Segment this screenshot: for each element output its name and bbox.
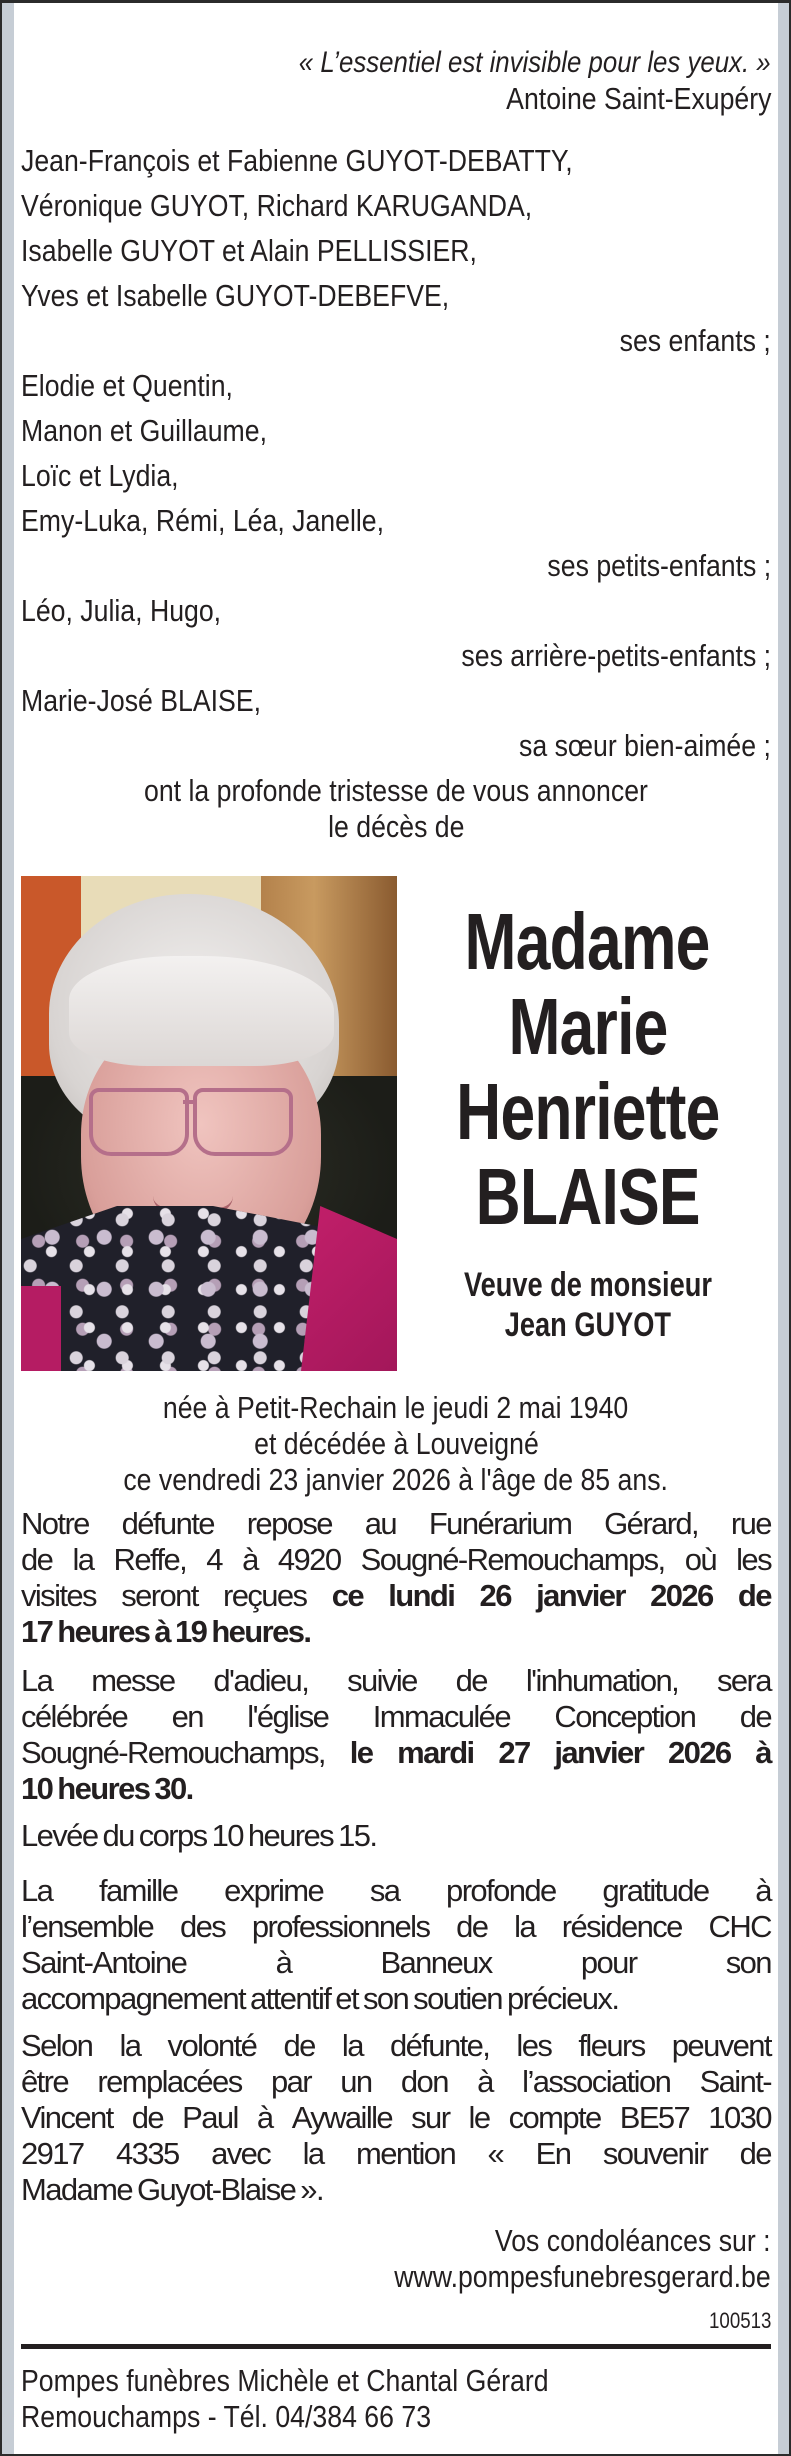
visitation-paragraph: [21, 1506, 771, 1650]
family-line: Jean-François et Fabienne GUYOT-DEBATTY,: [21, 143, 573, 178]
para-line: 2917 4335 avec la mention « En souvenir de: [21, 2136, 771, 2171]
family-line: Elodie et Quentin,: [21, 368, 233, 403]
page-frame: [2, 3, 789, 2454]
epigraph-author: Antoine Saint-Exupéry: [505, 81, 771, 116]
condolences-label: Vos condoléances sur :: [495, 2223, 771, 2258]
name-line: Marie: [507, 982, 668, 1071]
para-line: Notre défunte repose au Funérarium Gérard, rue: [21, 1506, 771, 1541]
obituary-notice: [14, 3, 778, 2454]
levee-paragraph: Levée du corps 10 heures 15.: [21, 1818, 377, 1853]
family-line: Emy-Luka, Rémi, Léa, Janelle,: [21, 503, 385, 538]
family-line: Marie-José BLAISE,: [21, 683, 262, 718]
relation-label-great-grandchildren: ses arrière-petits-enfants ;: [461, 638, 771, 673]
deceased-name: [397, 899, 778, 1239]
family-line: Véronique GUYOT, Richard KARUGANDA,: [21, 188, 533, 223]
relation-label-grandchildren: ses petits-enfants ;: [547, 548, 771, 583]
birth-line: née à Petit-Rechain le jeudi 2 mai 1940: [163, 1390, 629, 1425]
para-line: de la Reffe, 4 à 4920 Sougné-Remouchamps, où les: [21, 1542, 771, 1577]
para-line: être remplacées par un don à l’association Saint-: [21, 2064, 771, 2099]
family-line: Manon et Guillaume,: [21, 413, 268, 448]
footer-divider: [21, 2344, 771, 2349]
para-line: Madame Guyot-Blaise ».: [21, 2172, 323, 2207]
widow-of: Veuve de monsieur Jean GUYOT: [463, 1266, 712, 1344]
para-line: La famille exprime sa profonde gratitude à: [21, 1873, 771, 1908]
para-line: 10 heures 30.: [21, 1771, 193, 1806]
family-line: Loïc et Lydia,: [21, 458, 179, 493]
funeral-home-name: Pompes funèbres Michèle et Chantal Gérard: [21, 2363, 549, 2398]
notice-reference-number: 100513: [708, 2308, 771, 2333]
death-date-line: ce vendredi 23 janvier 2026 à l'âge de 85 ans.: [123, 1462, 669, 1497]
para-line: Selon la volonté de la défunte, les fleurs peuvent: [21, 2028, 771, 2063]
death-place-line: et décédée à Louveigné: [253, 1426, 539, 1461]
para-line: Saint-Antoine à Banneux pour son: [21, 1945, 771, 1980]
para-line: accompagnement attentif et son soutien précieux.: [21, 1981, 619, 2016]
condolences-url-link[interactable]: www.pompesfunebresgerard.be: [394, 2259, 771, 2294]
para-line: Vincent de Paul à Aywaille sur le compte BE57 1030: [21, 2100, 771, 2135]
relation-label-children: ses enfants ;: [619, 323, 771, 358]
family-line: Isabelle GUYOT et Alain PELLISSIER,: [21, 233, 477, 268]
flowers-donation-paragraph: [21, 2028, 771, 2208]
announcement-line: le décès de: [327, 809, 465, 844]
para-line: 17 heures à 19 heures.: [21, 1614, 311, 1649]
para-line: célébrée en l'église Immaculée Conception de: [21, 1699, 771, 1734]
epigraph-quote: « L’essentiel est invisible pour les yeux. »: [299, 46, 771, 79]
para-line: visites seront reçues ce lundi 26 janvier 2026 de: [21, 1578, 771, 1613]
funeral-home-contact: Remouchamps - Tél. 04/384 66 73: [21, 2399, 432, 2434]
gratitude-paragraph: [21, 1873, 771, 2017]
para-line: l’ensemble des professionnels de la résidence CHC: [21, 1909, 771, 1944]
relation-label-sister: sa sœur bien-aimée ;: [519, 728, 771, 763]
name-line: Henriette: [455, 1067, 720, 1156]
name-line: BLAISE: [475, 1152, 700, 1241]
para-line: La messe d'adieu, suivie de l'inhumation, sera: [21, 1663, 771, 1698]
para-line: Sougné-Remouchamps, le mardi 27 janvier 2026 à: [21, 1735, 771, 1770]
family-line: Léo, Julia, Hugo,: [21, 593, 222, 628]
glasses-icon: [89, 1088, 189, 1156]
name-line: Madame: [464, 897, 711, 986]
announcement-line: ont la profonde tristesse de vous annoncer: [144, 773, 648, 808]
deceased-photo: [21, 876, 397, 1371]
mass-paragraph: [21, 1663, 771, 1807]
family-line: Yves et Isabelle GUYOT-DEBEFVE,: [21, 278, 450, 313]
